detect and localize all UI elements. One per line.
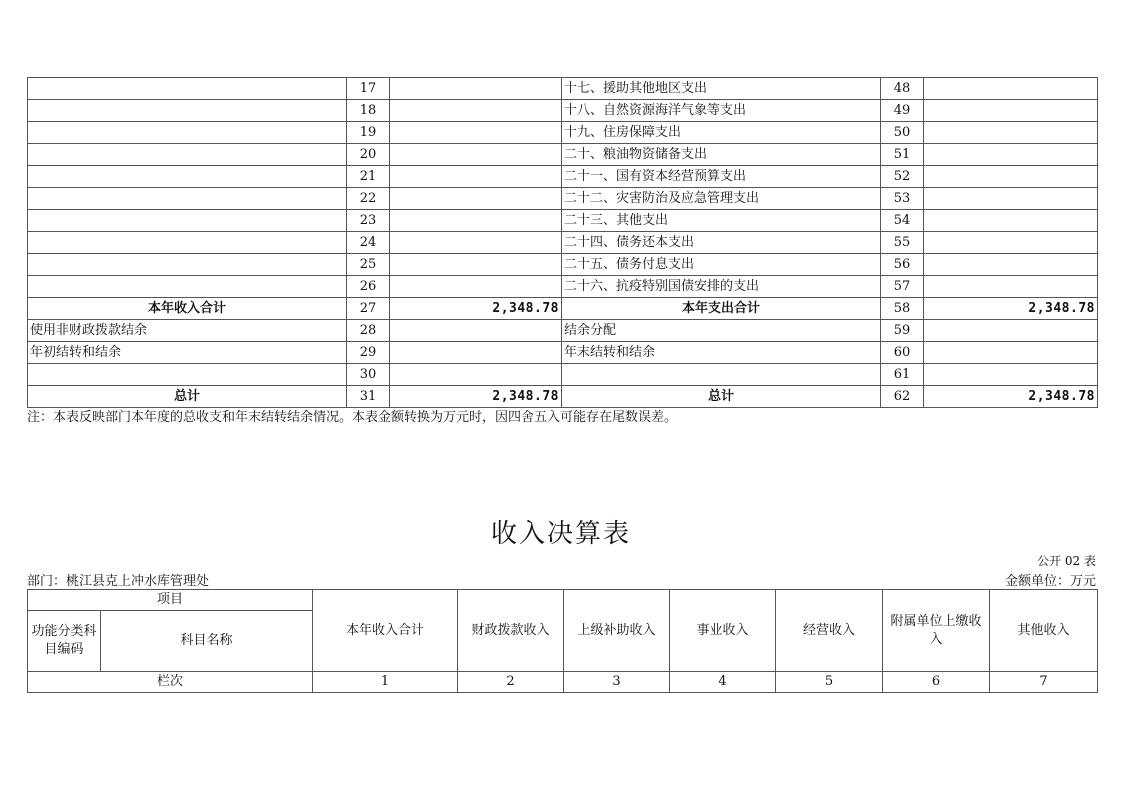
- right-amount: [924, 342, 1098, 364]
- right-line-number: 58: [881, 298, 924, 320]
- left-amount: [390, 78, 562, 100]
- right-label: 本年支出合计: [562, 298, 881, 320]
- table-row: [28, 100, 1098, 122]
- header-code: 功能分类科目编码: [28, 611, 101, 672]
- right-label: 二十四、债务还本支出: [562, 232, 881, 254]
- right-amount: [924, 100, 1098, 122]
- right-line-number: 53: [881, 188, 924, 210]
- page-title: 收入决算表: [490, 519, 631, 549]
- table-note: 注：本表反映部门本年度的总收支和年末结转结余情况。本表金额转换为万元时，因四舍五入可能存在尾数误差。: [27, 410, 678, 425]
- left-amount: [390, 276, 562, 298]
- right-line-number: 56: [881, 254, 924, 276]
- right-line-number: 57: [881, 276, 924, 298]
- income-table: [27, 589, 1098, 693]
- table-row: [28, 276, 1098, 298]
- header-col-4: 事业收入: [670, 590, 776, 672]
- right-label: [562, 364, 881, 386]
- unit-label: 金额单位：万元: [1004, 574, 1096, 589]
- right-amount: 2,348.78: [924, 298, 1098, 320]
- left-amount: [390, 100, 562, 122]
- left-label: 使用非财政拨款结余: [28, 320, 347, 342]
- left-amount: [390, 144, 562, 166]
- right-label: 二十一、国有资本经营预算支出: [562, 166, 881, 188]
- right-line-number: 59: [881, 320, 924, 342]
- right-label: 二十二、灾害防治及应急管理支出: [562, 188, 881, 210]
- right-label: 二十三、其他支出: [562, 210, 881, 232]
- right-line-number: 51: [881, 144, 924, 166]
- right-label: 年末结转和结余: [562, 342, 881, 364]
- right-line-number: 60: [881, 342, 924, 364]
- header-col-3: 上级补助收入: [564, 590, 670, 672]
- table-row: [28, 364, 1098, 386]
- table-row: [28, 342, 1098, 364]
- header-col-6: 附属单位上缴收入: [883, 590, 990, 672]
- left-line-number: 23: [347, 210, 390, 232]
- right-amount: [924, 122, 1098, 144]
- left-label: [28, 122, 347, 144]
- right-amount: [924, 188, 1098, 210]
- left-line-number: 26: [347, 276, 390, 298]
- table-row: [28, 166, 1098, 188]
- col-number-3: 3: [564, 672, 670, 693]
- department-label: 部门：桃江县克上冲水库管理处: [27, 574, 210, 589]
- left-label: [28, 166, 347, 188]
- right-amount: [924, 144, 1098, 166]
- table-row: [28, 254, 1098, 276]
- left-line-number: 25: [347, 254, 390, 276]
- right-amount: [924, 364, 1098, 386]
- left-amount: [390, 320, 562, 342]
- left-amount: 2,348.78: [390, 298, 562, 320]
- left-label: [28, 144, 347, 166]
- left-line-number: 18: [347, 100, 390, 122]
- col-number-7: 7: [990, 672, 1098, 693]
- col-number-4: 4: [670, 672, 776, 693]
- left-amount: [390, 188, 562, 210]
- right-amount: [924, 320, 1098, 342]
- table-row: [28, 78, 1098, 100]
- table-row: [28, 298, 1098, 320]
- right-amount: [924, 78, 1098, 100]
- header-item: 项目: [28, 590, 313, 611]
- header-col-2: 财政拨款收入: [458, 590, 564, 672]
- right-label: 十七、援助其他地区支出: [562, 78, 881, 100]
- left-label: 年初结转和结余: [28, 342, 347, 364]
- left-amount: [390, 232, 562, 254]
- left-line-number: 24: [347, 232, 390, 254]
- left-label: 本年收入合计: [28, 298, 347, 320]
- header-col-5: 经营收入: [776, 590, 883, 672]
- left-line-number: 31: [347, 386, 390, 408]
- left-line-number: 21: [347, 166, 390, 188]
- left-label: 总计: [28, 386, 347, 408]
- left-label: [28, 254, 347, 276]
- left-amount: [390, 166, 562, 188]
- table-row: [28, 386, 1098, 408]
- right-line-number: 49: [881, 100, 924, 122]
- right-label: 十八、自然资源海洋气象等支出: [562, 100, 881, 122]
- left-line-number: 28: [347, 320, 390, 342]
- right-line-number: 48: [881, 78, 924, 100]
- left-amount: [390, 122, 562, 144]
- table-row: [28, 210, 1098, 232]
- right-label: 结余分配: [562, 320, 881, 342]
- left-line-number: 30: [347, 364, 390, 386]
- right-amount: [924, 166, 1098, 188]
- left-label: [28, 276, 347, 298]
- right-line-number: 62: [881, 386, 924, 408]
- left-label: [28, 100, 347, 122]
- row-label: 栏次: [28, 672, 313, 693]
- left-label: [28, 232, 347, 254]
- header-col-7: 其他收入: [990, 590, 1098, 672]
- right-label: 二十、粮油物资储备支出: [562, 144, 881, 166]
- right-line-number: 55: [881, 232, 924, 254]
- right-line-number: 52: [881, 166, 924, 188]
- right-label: 十九、住房保障支出: [562, 122, 881, 144]
- right-amount: [924, 232, 1098, 254]
- col-number-6: 6: [883, 672, 990, 693]
- table-row: [28, 122, 1098, 144]
- table-row: [28, 144, 1098, 166]
- table-row: [28, 320, 1098, 342]
- left-line-number: 20: [347, 144, 390, 166]
- right-label: 二十六、抗疫特别国债安排的支出: [562, 276, 881, 298]
- right-label: 总计: [562, 386, 881, 408]
- left-amount: 2,348.78: [390, 386, 562, 408]
- col-number-5: 5: [776, 672, 883, 693]
- left-amount: [390, 254, 562, 276]
- left-line-number: 17: [347, 78, 390, 100]
- right-label: 二十五、债务付息支出: [562, 254, 881, 276]
- table-code: 公开 02 表: [1037, 554, 1096, 568]
- header-col-1: 本年收入合计: [313, 590, 458, 672]
- right-amount: [924, 254, 1098, 276]
- right-amount: [924, 210, 1098, 232]
- table-row: [28, 232, 1098, 254]
- income-expense-summary-table: [27, 77, 1098, 408]
- left-amount: [390, 210, 562, 232]
- header-name: 科目名称: [101, 611, 313, 672]
- left-label: [28, 210, 347, 232]
- left-label: [28, 364, 347, 386]
- left-line-number: 27: [347, 298, 390, 320]
- right-line-number: 54: [881, 210, 924, 232]
- table-row: [28, 188, 1098, 210]
- left-line-number: 29: [347, 342, 390, 364]
- left-line-number: 19: [347, 122, 390, 144]
- right-line-number: 61: [881, 364, 924, 386]
- left-amount: [390, 364, 562, 386]
- left-line-number: 22: [347, 188, 390, 210]
- col-number-1: 1: [313, 672, 458, 693]
- left-label: [28, 188, 347, 210]
- right-amount: [924, 276, 1098, 298]
- left-label: [28, 78, 347, 100]
- right-amount: 2,348.78: [924, 386, 1098, 408]
- right-line-number: 50: [881, 122, 924, 144]
- col-number-2: 2: [458, 672, 564, 693]
- left-amount: [390, 342, 562, 364]
